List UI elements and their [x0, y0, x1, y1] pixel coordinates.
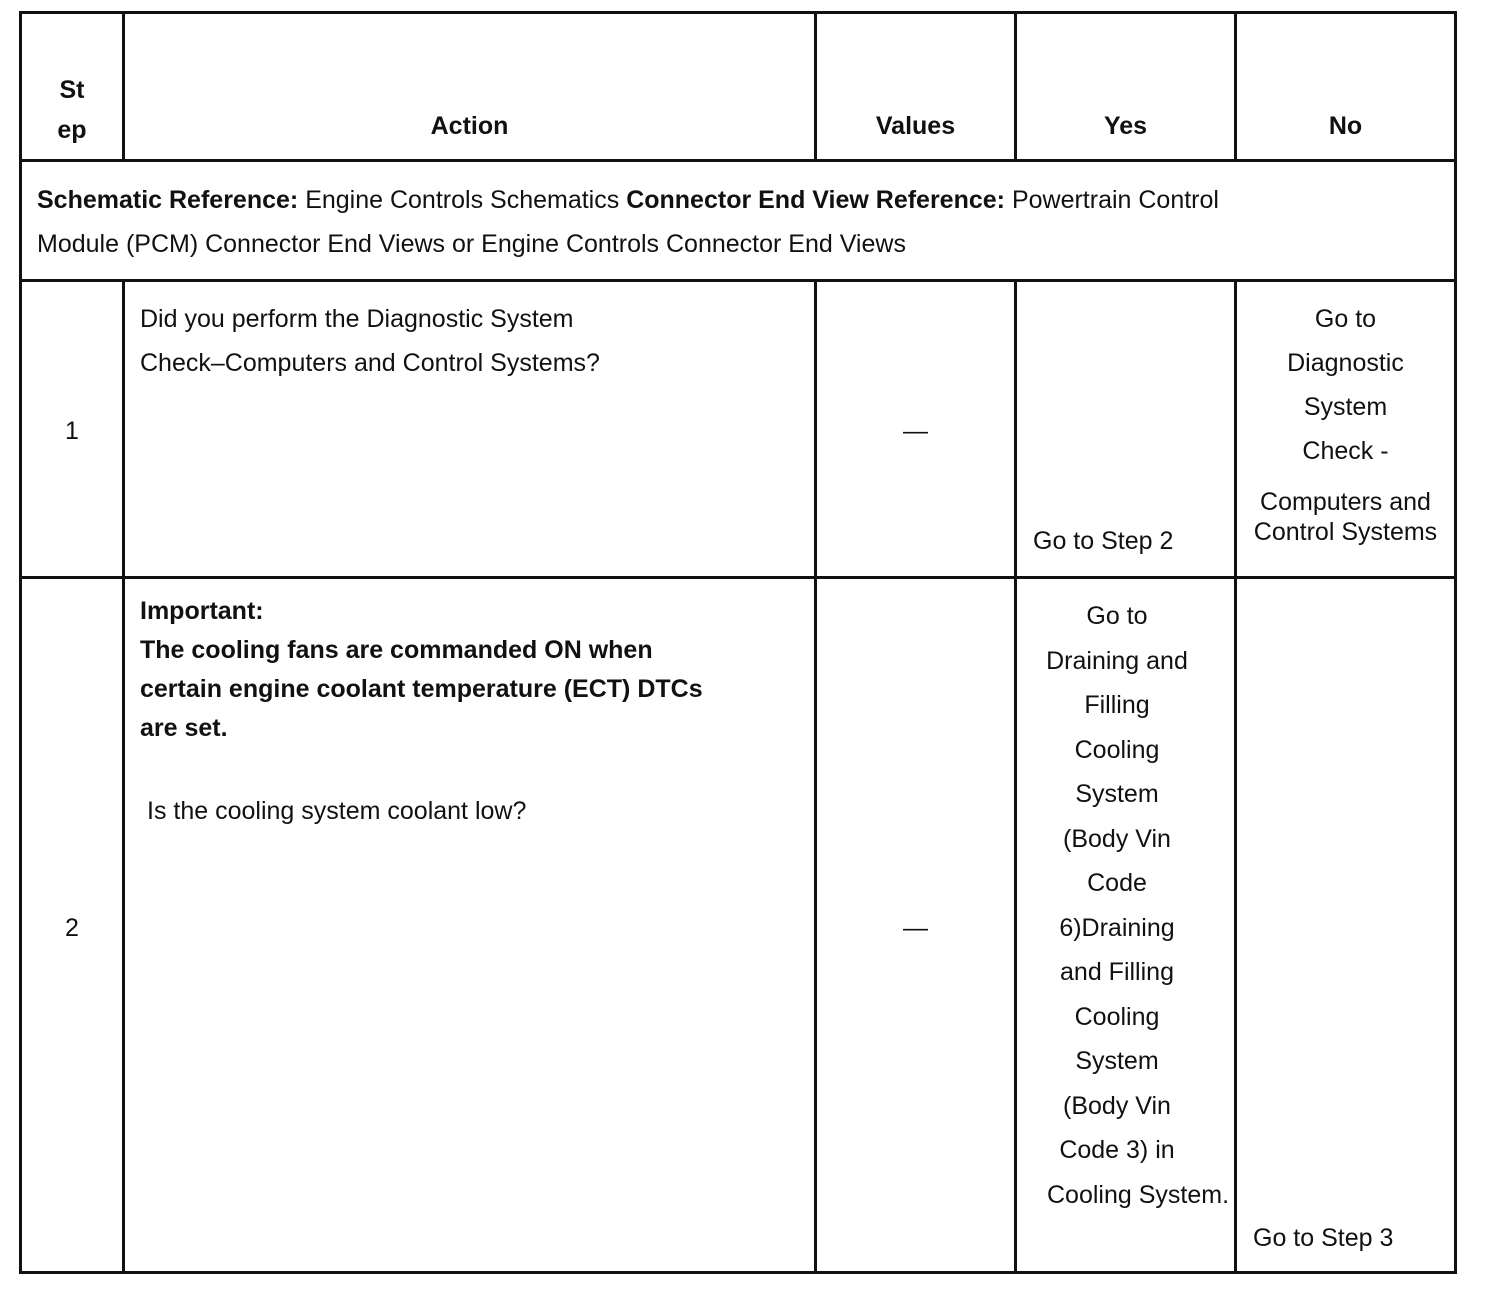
row1-no-line-5: Computers and [1260, 488, 1431, 516]
reference-text [37, 178, 1437, 266]
important-line-3: are set. [140, 714, 228, 742]
row2-no[interactable]: Go to Step 3 [1253, 1224, 1394, 1252]
row1-action-line-2: Check–Computers and Control Systems? [140, 349, 600, 377]
schematic-reference-label: Schematic Reference: [37, 186, 299, 214]
header-action: Action [430, 112, 509, 140]
row1-action [140, 297, 800, 385]
col-divider-1-body [122, 279, 125, 1274]
row2-yes-line-8: 6)Draining [1059, 913, 1175, 942]
header-yes: Yes [1103, 112, 1148, 140]
row2-yes-line-11: System [1075, 1047, 1159, 1075]
diagnostic-table [19, 11, 1457, 1274]
row2-yes-line-1: Go to [1086, 602, 1148, 630]
row2-yes-line-4: Cooling [1074, 735, 1160, 764]
important-label: Important: [140, 597, 264, 625]
row2-yes-line-2: Draining and [1046, 646, 1188, 675]
row1-no-line-6: Control Systems [1253, 518, 1438, 546]
row1-divider [22, 576, 1454, 579]
reference-line-1 [37, 178, 1437, 222]
reference-line-2: Module (PCM) Connector End Views or Engine Controls Connector End Views [37, 230, 906, 258]
header-step [22, 70, 122, 150]
row2-yes-line-13: Code 3) in [1059, 1136, 1175, 1164]
row2-yes-line-5: System [1075, 780, 1159, 808]
row2-yes-line-3: Filling [1084, 691, 1150, 719]
row2-yes-line-12: (Body Vin [1063, 1091, 1171, 1120]
header-no: No [1328, 112, 1363, 140]
row2-yes-line-10: Cooling [1074, 1002, 1160, 1031]
row2-yes-line-14: Cooling System. [1047, 1180, 1230, 1209]
row1-no[interactable] [1237, 297, 1454, 547]
row2-question: Is the cooling system coolant low? [147, 797, 527, 825]
row1-no-line-1: Go to [1314, 305, 1377, 333]
header-divider [22, 159, 1454, 162]
row1-value: — [903, 417, 928, 445]
row2-value: — [903, 914, 928, 942]
row2-yes-line-6: (Body Vin [1063, 824, 1171, 853]
row2-yes-line-7: Code [1087, 869, 1147, 897]
row1-no-line-2: Diagnostic [1287, 349, 1404, 377]
important-line-2: certain engine coolant temperature (ECT) DTCs [140, 675, 703, 703]
connector-reference-label: Connector End View Reference: [626, 186, 1005, 214]
header-values: Values [875, 112, 956, 140]
row1-no-line-3: System [1303, 393, 1388, 421]
header-step-line-2: ep [57, 116, 87, 144]
row1-no-line-4: Check - [1302, 437, 1389, 465]
row2-action [140, 592, 800, 831]
row1-step: 1 [65, 417, 79, 445]
row1-action-line-1: Did you perform the Diagnostic System [140, 305, 574, 333]
row2-yes-line-9: and Filling [1060, 958, 1174, 986]
important-line-1: The cooling fans are commanded ON when [140, 636, 653, 664]
row2-yes[interactable] [1017, 594, 1230, 1217]
connector-reference-link[interactable]: Powertrain Control [1011, 186, 1219, 214]
row2-step: 2 [65, 914, 79, 942]
row1-yes[interactable]: Go to Step 2 [1033, 527, 1174, 555]
header-step-line-1: St [59, 76, 85, 104]
schematic-reference-link[interactable]: Engine Controls Schematics [305, 186, 620, 214]
reference-divider [22, 279, 1454, 282]
